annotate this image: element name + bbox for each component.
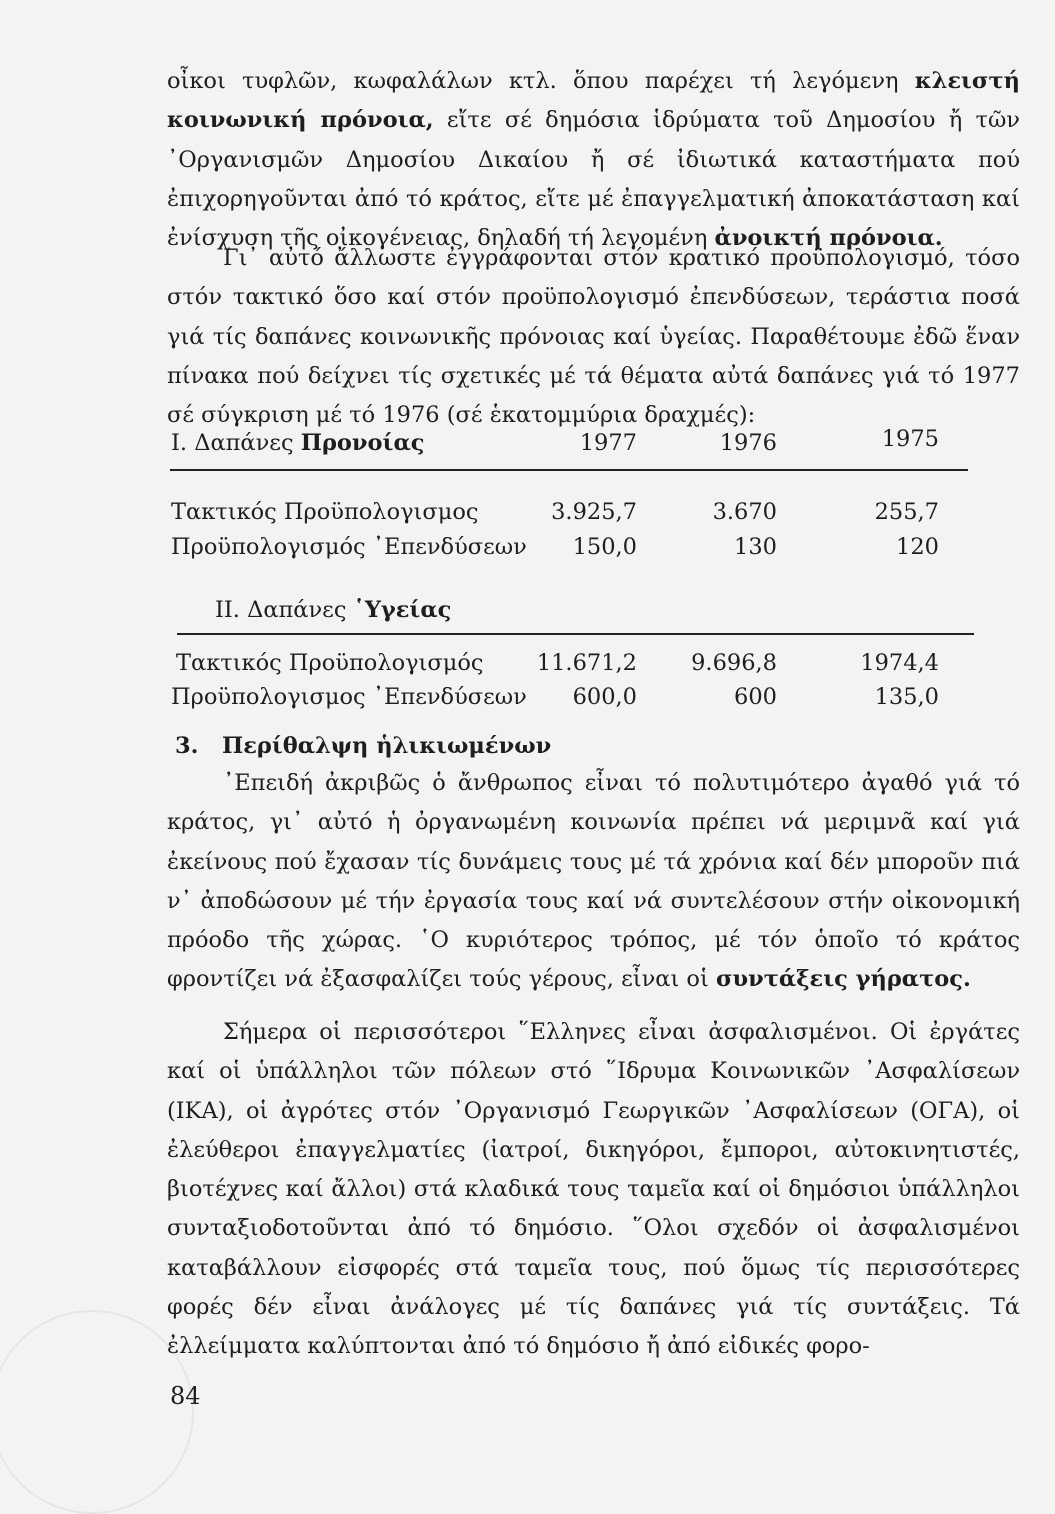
paragraph-1-text-b: εἴτε σέ δημόσια ἱδρύματα τοῦ Δημοσίου ἤ τῶν ᾿Οργανισμῶν Δημοσίου Δικαίου ἤ σέ ἰδιωτικά καταστήματα πού ἐπιχορηγοῦνται ἀπό τό κράτος, εἴτε μέ ἐπαγγελματική ἀποκατάσταση καί ἐνίσχυση τῆς οἰκογένειας, δηλαδή τή λεγομένη (167, 107, 1020, 252)
table-2-rule (177, 633, 974, 635)
term-old-age-pensions: συντάξεις γήρατος. (715, 966, 971, 993)
paragraph-2: Γι᾿ αὐτό ἄλλωστε ἐγγράφονται στόν κρατικό προϋπολογισμό, τόσο στόν τακτικό ὅσο καί στόν προϋπολογισμό ἐπενδύσεων, τεράστια ποσά γιά τίς δαπάνες κοινωνικῆς πρόνοιας καί ὑγείας. Παραθέτουμε ἐδῶ ἕναν πίνακα πού δείχνει τίς σχετικές μέ τά θέματα αὐτά δαπάνες γιά τό 1977 σέ σύγκριση μέ τό 1976 (σέ ἑκατομμύρια δραχμές): (167, 245, 1020, 429)
table-row: Τακτικός Προϋπολογισμός 11.671,2 9.696,8 1974,4 (176, 650, 939, 676)
table-2-heading: ΙΙ. Δαπάνες ῾Υγείας (215, 597, 452, 623)
faded-stamp (0, 1310, 194, 1514)
term-closed-welfare: κλειστή κοινωνική πρόνοια, (167, 68, 1020, 134)
table-row: Προϋπολογισμος ᾿Επενδύσεων 600,0 600 135,0 (171, 684, 939, 710)
table-1-heading: Ι. Δαπάνες Προνοίας (171, 430, 425, 456)
term-open-welfare: ἀνοικτή πρόνοια. (714, 225, 943, 252)
table-1-header (167, 426, 972, 460)
paragraph-3-text: ᾿Επειδή ἀκριβῶς ὁ ἄνθρωπος εἶναι τό πολυτιμότερο ἀγαθό γιά τό κράτος, γι᾿ αὐτό ἡ ὀργανωμένη κοινωνία πρέπει νά μεριμνᾶ καί γιά ἐκείνους πού ἔχασαν τίς δυνάμεις τους μέ τά χρόνια καί δέν μποροῦν πιά ν᾿ ἀποδώσουν μέ τήν ἐργασία τους καί νά συντελέσουν στήν οἰκονομική πρόοδο τῆς χώρας. ῾Ο κυριότερος τρόπος, μέ τόν ὁποῖο τό κράτος φροντίζει νά ἐξασφαλίζει τούς γέρους, εἶναι οἱ (167, 770, 1020, 993)
paragraph-3 (167, 764, 1020, 1000)
paragraph-4: Σήμερα οἱ περισσότεροι ῞Ελληνες εἶναι ἀσφαλισμένοι. Οἱ ἐργάτες καί οἱ ὑπάλληλοι τῶν πόλεων στό ῞Ιδρυμα Κοινωνικῶν ᾿Ασφαλίσεων (ΙΚΑ), οἱ ἀγρότες στόν ᾿Οργανισμό Γεωργικῶν ᾿Ασφαλίσεων (ΟΓΑ), οἱ ἐλεύθεροι ἐπαγγελματίες (ἰατροί, δικηγόροι, ἔμποροι, αὐτοκινητιστές, βιοτέχνες καί ἄλλοι) στά κλαδικά τους ταμεῖα καί οἱ δημόσιοι ὑπάλληλοι συνταξιοδοτοῦνται ἀπό τό δημόσιο. ῞Ολοι σχεδόν οἱ ἀσφαλισμένοι καταβάλλουν εἰσφορές στά ταμεῖα τους, πού ὅμως τίς περισσότερες φορές δέν εἶναι ἀνάλογες μέ τίς δαπάνες γιά τίς συντάξεις. Τά ἐλλείμματα καλύπτονται ἀπό τό δημόσιο ἤ ἀπό εἰδικές φορο- (167, 1019, 1020, 1360)
year-1976: 1976 (719, 430, 777, 456)
year-1975: 1975 (881, 426, 939, 452)
table-1-rule (170, 469, 968, 471)
table-row: Προϋπολογισμός ᾿Επενδύσεων 150,0 130 120 (171, 534, 939, 560)
table-row: Τακτικός Προϋπολογισμος 3.925,7 3.670 255,7 (171, 499, 939, 525)
table-2-header (167, 593, 972, 627)
year-1977: 1977 (579, 430, 637, 456)
paragraph-1-text-a: οἶκοι τυφλῶν, κωφαλάλων κτλ. ὅπου παρέχει τή λεγόμενη (167, 68, 915, 94)
paragraph-1 (167, 62, 1020, 258)
page-number: 84 (170, 1382, 201, 1410)
section-heading: 3. Περίθαλψη ἡλικιωμένων (175, 733, 552, 759)
